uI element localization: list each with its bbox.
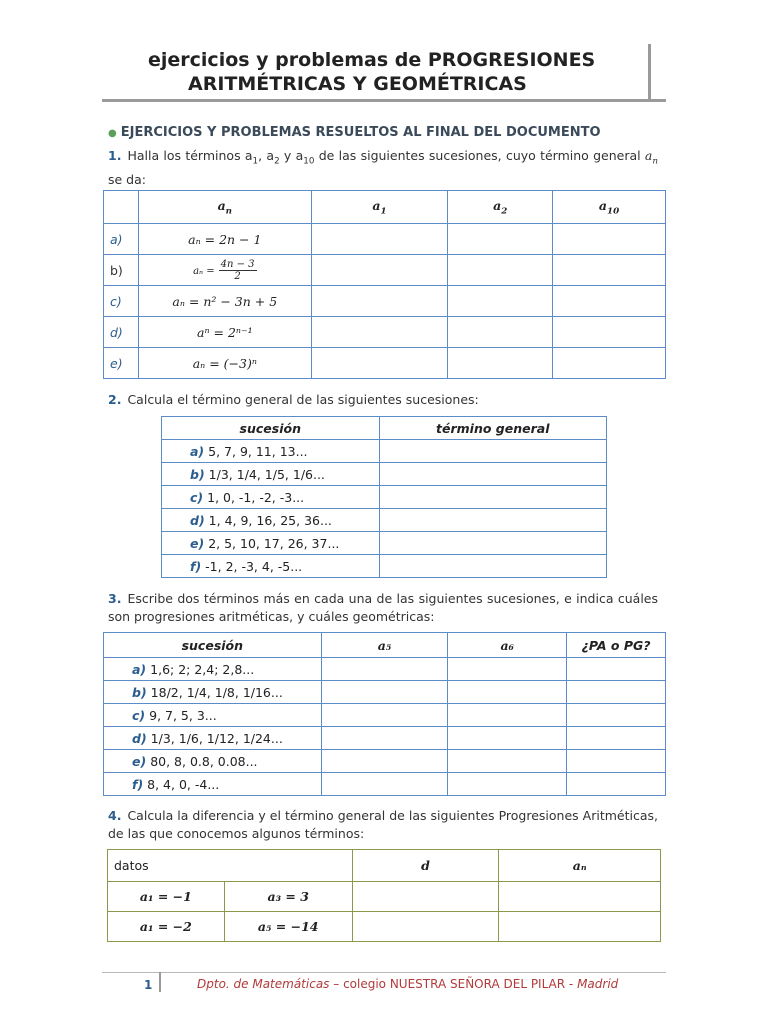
table-row bbox=[104, 255, 666, 286]
table-row bbox=[162, 440, 607, 463]
header-a6: a₆ bbox=[448, 633, 567, 658]
header-empty bbox=[104, 191, 139, 224]
row-sequence: 1,6; 2; 2,4; 2,8... bbox=[150, 661, 255, 677]
answer-cell[interactable] bbox=[567, 727, 666, 750]
row-formula: aₙ = $\frac{4n - 3}{2}$ bbox=[138, 255, 311, 286]
answer-cell[interactable] bbox=[553, 224, 666, 255]
row-formula: aₙ = 2n − 1 bbox=[138, 224, 311, 255]
exercise-text: Halla los términos a bbox=[127, 148, 253, 163]
answer-cell[interactable] bbox=[321, 658, 448, 681]
answer-cell[interactable] bbox=[567, 750, 666, 773]
row-sequence: -1, 2, -3, 4, -5... bbox=[205, 558, 303, 574]
footer-city: Madrid bbox=[577, 977, 619, 991]
answer-cell[interactable] bbox=[311, 317, 448, 348]
header-a10: $a_{10}$ bbox=[553, 191, 666, 224]
table-row bbox=[162, 509, 607, 532]
exercise-text: y a bbox=[279, 148, 304, 163]
title-line-2: ARITMÉTRICAS Y GEOMÉTRICAS bbox=[188, 73, 527, 95]
row-sequence: 5, 7, 9, 11, 13... bbox=[208, 443, 308, 459]
exercise-number: 4. bbox=[108, 808, 122, 823]
footer-school: – colegio NUESTRA SEÑORA DEL PILAR - bbox=[329, 977, 578, 991]
answer-cell[interactable] bbox=[553, 317, 666, 348]
table-row bbox=[108, 912, 661, 942]
title-divider-vertical bbox=[648, 44, 651, 100]
exercise-number: 2. bbox=[108, 392, 122, 407]
row-formula: aₙ = (−3)ⁿ bbox=[138, 348, 311, 379]
answer-cell[interactable] bbox=[448, 255, 553, 286]
notice bbox=[108, 125, 601, 140]
answer-cell[interactable] bbox=[311, 255, 448, 286]
header-a1: $a_1$ bbox=[311, 191, 448, 224]
table-row bbox=[162, 463, 607, 486]
table-row bbox=[104, 704, 666, 727]
row-label: c) bbox=[132, 707, 146, 723]
row-formula: aₙ = n² − 3n + 5 bbox=[138, 286, 311, 317]
row-sequence: 18/2, 1/4, 1/8, 1/16... bbox=[150, 684, 283, 700]
given-term: a₅ = −14 bbox=[224, 912, 352, 942]
row-label: a) bbox=[104, 224, 139, 255]
row-label: a) bbox=[190, 443, 205, 459]
exercise-number: 3. bbox=[108, 591, 122, 606]
exercise-text: , a bbox=[258, 148, 275, 163]
answer-cell[interactable] bbox=[553, 286, 666, 317]
document-title bbox=[102, 44, 650, 100]
answer-cell[interactable] bbox=[448, 750, 567, 773]
answer-cell[interactable] bbox=[499, 882, 661, 912]
header-pa-pg: ¿PA o PG? bbox=[567, 633, 666, 658]
answer-cell[interactable] bbox=[567, 704, 666, 727]
answer-cell[interactable] bbox=[352, 882, 499, 912]
term-an: $a_n$ bbox=[644, 148, 659, 167]
answer-cell[interactable] bbox=[311, 286, 448, 317]
header-an: aₙ bbox=[499, 850, 661, 882]
row-label: b) bbox=[132, 684, 147, 700]
answer-cell[interactable] bbox=[567, 681, 666, 704]
answer-cell[interactable] bbox=[499, 912, 661, 942]
row-sequence: 9, 7, 5, 3... bbox=[149, 707, 217, 723]
answer-cell[interactable] bbox=[448, 773, 567, 796]
row-sequence: 1, 4, 9, 16, 25, 36... bbox=[208, 512, 332, 528]
answer-cell[interactable] bbox=[567, 658, 666, 681]
answer-cell[interactable] bbox=[448, 658, 567, 681]
table-row bbox=[162, 486, 607, 509]
answer-cell[interactable] bbox=[379, 509, 606, 532]
row-sequence: 80, 8, 0.8, 0.08... bbox=[150, 753, 258, 769]
answer-cell[interactable] bbox=[379, 486, 606, 509]
header-sucesion: sucesión bbox=[104, 633, 322, 658]
row-label: d) bbox=[190, 512, 205, 528]
subscript: 10 bbox=[303, 156, 315, 167]
row-sequence: 2, 5, 10, 17, 26, 37... bbox=[208, 535, 340, 551]
row-sequence: 1/3, 1/4, 1/5, 1/6... bbox=[208, 466, 325, 482]
answer-cell[interactable] bbox=[553, 348, 666, 379]
table-row bbox=[104, 317, 666, 348]
row-label: f) bbox=[190, 558, 202, 574]
exercise-3-table bbox=[103, 632, 666, 796]
given-term: a₃ = 3 bbox=[224, 882, 352, 912]
exercise-3-statement bbox=[108, 590, 658, 626]
row-label: c) bbox=[190, 489, 204, 505]
table-row bbox=[104, 658, 666, 681]
given-term: a₁ = −2 bbox=[108, 912, 225, 942]
table-row bbox=[162, 532, 607, 555]
exercise-text: de las siguientes sucesiones, cuyo término general bbox=[314, 148, 645, 163]
answer-cell[interactable] bbox=[379, 463, 606, 486]
footer-department: Dpto. de Matemáticas bbox=[197, 977, 330, 991]
row-sequence: 1/3, 1/6, 1/12, 1/24... bbox=[150, 730, 283, 746]
answer-cell[interactable] bbox=[448, 317, 553, 348]
page-number: 1 bbox=[144, 978, 153, 992]
footer-divider bbox=[102, 972, 666, 973]
given-term: a₁ = −1 bbox=[108, 882, 225, 912]
answer-cell[interactable] bbox=[448, 727, 567, 750]
header-an: $a_n$ bbox=[138, 191, 311, 224]
header-a5: a₅ bbox=[321, 633, 448, 658]
answer-cell[interactable] bbox=[311, 224, 448, 255]
table-row bbox=[104, 286, 666, 317]
row-label: c) bbox=[104, 286, 139, 317]
row-label: f) bbox=[132, 776, 144, 792]
row-sequence: 1, 0, -1, -2, -3... bbox=[207, 489, 305, 505]
footer-text bbox=[197, 977, 618, 991]
row-label: e) bbox=[104, 348, 139, 379]
exercise-2-table bbox=[161, 416, 607, 578]
exercise-text: Calcula la diferencia y el término general de las siguientes Progresiones Aritméticas, de las que conocemos algunos términos: bbox=[108, 808, 658, 841]
answer-cell[interactable] bbox=[321, 681, 448, 704]
row-label: d) bbox=[104, 317, 139, 348]
exercise-4-statement bbox=[108, 807, 658, 843]
header-d: d bbox=[352, 850, 499, 882]
answer-cell[interactable] bbox=[448, 348, 553, 379]
table-row bbox=[104, 750, 666, 773]
exercise-4-table bbox=[107, 849, 661, 942]
row-formula: aⁿ = 2ⁿ⁻¹ bbox=[138, 317, 311, 348]
table-row bbox=[104, 348, 666, 379]
row-sequence: 8, 4, 0, -4... bbox=[147, 776, 220, 792]
answer-cell[interactable] bbox=[448, 704, 567, 727]
answer-cell[interactable] bbox=[379, 555, 606, 578]
row-label: a) bbox=[132, 661, 147, 677]
exercise-2-statement bbox=[108, 391, 658, 409]
table-row bbox=[104, 681, 666, 704]
row-label: d) bbox=[132, 730, 147, 746]
row-label: b) bbox=[190, 466, 205, 482]
table-row bbox=[104, 224, 666, 255]
row-label: e) bbox=[190, 535, 205, 551]
answer-cell[interactable] bbox=[448, 224, 553, 255]
exercise-text: se da: bbox=[108, 171, 146, 187]
header-sucesion: sucesión bbox=[162, 417, 380, 440]
table-row bbox=[108, 882, 661, 912]
subscript: 2 bbox=[274, 156, 280, 167]
answer-cell[interactable] bbox=[321, 727, 448, 750]
answer-cell[interactable] bbox=[352, 912, 499, 942]
title-line-1: ejercicios y problemas de PROGRESIONES bbox=[148, 49, 596, 71]
answer-cell[interactable] bbox=[553, 255, 666, 286]
notice-text: EJERCICIOS Y PROBLEMAS RESUELTOS AL FINAL DEL DOCUMENTO bbox=[120, 125, 601, 140]
header-termino-general: término general bbox=[379, 417, 606, 440]
bullet-icon: ● bbox=[108, 128, 117, 139]
exercise-text: Calcula el término general de las siguientes sucesiones: bbox=[127, 392, 479, 407]
table-row bbox=[104, 727, 666, 750]
header-a2: $a_2$ bbox=[448, 191, 553, 224]
exercise-number: 1. bbox=[108, 148, 122, 163]
answer-cell[interactable] bbox=[379, 440, 606, 463]
answer-cell[interactable] bbox=[567, 773, 666, 796]
row-label: b) bbox=[104, 255, 139, 286]
exercise-text: Escribe dos términos más en cada una de las siguientes sucesiones, e indica cuáles son progresiones aritméticas, y cuáles geométricas: bbox=[108, 591, 658, 624]
exercise-1-statement bbox=[108, 147, 658, 189]
answer-cell[interactable] bbox=[311, 348, 448, 379]
answer-cell[interactable] bbox=[321, 704, 448, 727]
exercise-1-table bbox=[103, 190, 666, 379]
table-row bbox=[162, 555, 607, 578]
answer-cell[interactable] bbox=[321, 750, 448, 773]
answer-cell[interactable] bbox=[321, 773, 448, 796]
row-label: e) bbox=[132, 753, 147, 769]
answer-cell[interactable] bbox=[448, 681, 567, 704]
table-row bbox=[104, 773, 666, 796]
answer-cell[interactable] bbox=[448, 286, 553, 317]
footer-divider-vertical bbox=[159, 972, 161, 992]
answer-cell[interactable] bbox=[379, 532, 606, 555]
subscript: 1 bbox=[252, 156, 259, 167]
title-divider-horizontal bbox=[102, 99, 666, 102]
header-datos: datos bbox=[108, 850, 353, 882]
